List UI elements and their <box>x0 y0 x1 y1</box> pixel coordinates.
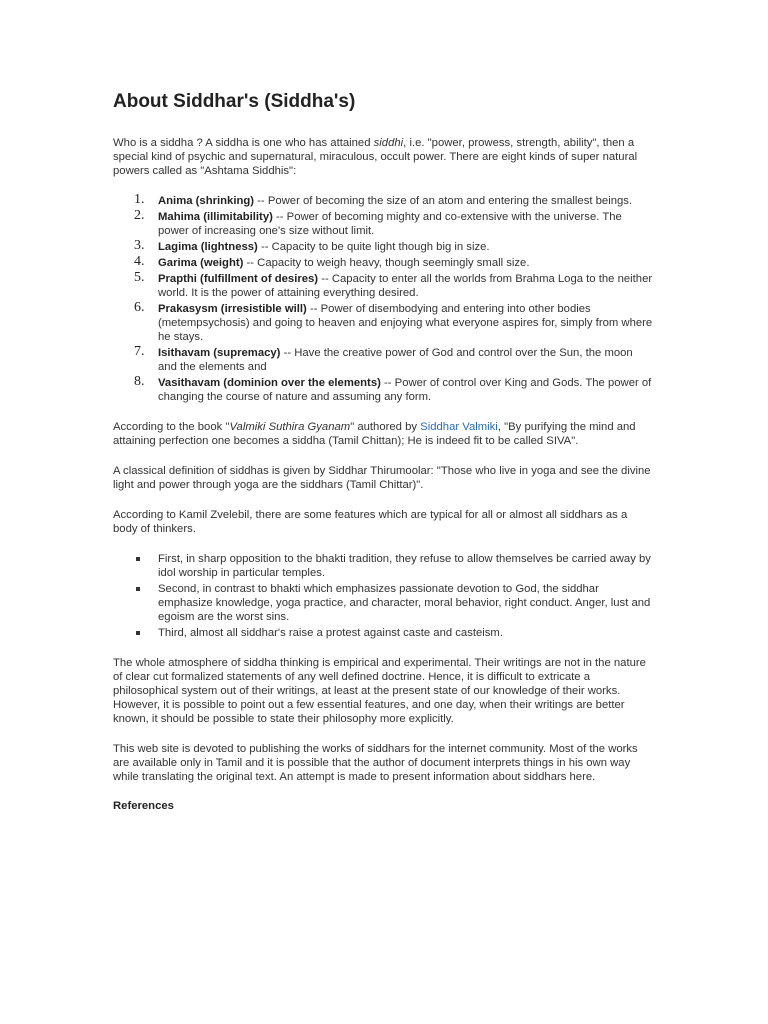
power-description: -- Power of becoming the size of an atom and entering the smallest beings. <box>254 195 633 207</box>
valmiki-text: According to the book " <box>113 421 230 433</box>
list-number: 1. <box>134 192 145 207</box>
power-description: -- Power of disembodying and entering into other bodies (metempsychosis) and going to heaven and enjoying what everyone aspires for, simply from where he stays. <box>158 303 653 343</box>
feature-text: Second, in contrast to bhakti which emphasizes passionate devotion to God, the siddhar emphasize knowledge, yoga practice, and character, moral behavior, right conduct. Anger, lust and egoism are the worst sins. <box>158 583 651 623</box>
siddhis-list <box>113 194 653 404</box>
list-item <box>113 240 653 254</box>
list-item <box>113 626 653 640</box>
valmiki-paragraph <box>113 420 653 448</box>
list-item <box>113 582 653 624</box>
features-list <box>113 552 653 640</box>
power-name: Anima (shrinking) <box>158 195 255 207</box>
list-number: 4. <box>134 254 145 269</box>
power-name: Lagima (lightness) <box>158 241 258 253</box>
power-description: -- Capacity to weigh heavy, though seemingly small size. <box>243 257 530 269</box>
power-description: -- Have the creative power of God and control over the Sun, the moon and the elements and <box>158 347 633 373</box>
bullet-icon <box>136 557 140 561</box>
intro-text: Who is a siddha ? A siddha is one who has attained <box>113 137 374 149</box>
list-number: 8. <box>134 374 145 389</box>
references-heading: References <box>113 800 174 812</box>
document-page <box>113 90 653 812</box>
power-name: Prapthi (fulfillment of desires) <box>158 273 319 285</box>
power-name: Prakasysm (irresistible will) <box>158 303 307 315</box>
list-item <box>113 552 653 580</box>
list-item <box>113 272 653 300</box>
list-number: 3. <box>134 238 145 253</box>
intro-text-rest: , i.e. "power, prowess, strength, ability", then a special kind of psychic and supernatural, miraculous, occult power. There are eight kinds of super natural powers called as "Ashtama Siddhis": <box>113 137 638 177</box>
bullet-icon <box>136 631 140 635</box>
power-name: Mahima (illimitability) <box>158 211 273 223</box>
power-name: Vasithavam (dominion over the elements) <box>158 377 381 389</box>
list-item <box>113 302 653 344</box>
list-number: 7. <box>134 344 145 359</box>
siddhar-valmiki-link[interactable]: Siddhar Valmiki <box>420 421 498 433</box>
list-item <box>113 376 653 404</box>
valmiki-text-rest: , "By purifying the mind and attaining perfection one becomes a siddha (Tamil Chittan); He is indeed fit to be called SIVA". <box>113 421 636 447</box>
list-number: 6. <box>134 300 145 315</box>
power-description: -- Capacity to enter all the worlds from Brahma Loga to the neither world. It is the power of attaining everything desired. <box>158 273 653 299</box>
intro-paragraph <box>113 136 653 178</box>
list-item <box>113 210 653 238</box>
zvelebil-paragraph: According to Kamil Zvelebil, there are some features which are typical for all or almost all siddhars as a body of thinkers. <box>113 509 628 535</box>
list-number: 2. <box>134 208 145 223</box>
classical-definition-paragraph: A classical definition of siddhas is given by Siddhar Thirumoolar: "Those who live in yoga and see the divine light and power through yoga are the siddhars (Tamil Chittar)". <box>113 465 651 491</box>
list-item <box>113 256 653 270</box>
feature-text: Third, almost all siddhar's raise a protest against caste and casteism. <box>158 627 503 639</box>
power-name: Isithavam (supremacy) <box>158 347 281 359</box>
valmiki-text-middle: " authored by <box>350 421 421 433</box>
atmosphere-paragraph: The whole atmosphere of siddha thinking is empirical and experimental. Their writings are not in the nature of clear cut formalized statements of any well defined doctrine. Hence, it is difficult to extricate a philosophical system out of their writings, at least at the present state of our knowledge of their works. However, it is possible to point out a few essential features, and one day, when their writings are better known, it should be possible to state their philosophy more explicitly. <box>113 657 646 725</box>
power-description: -- Power of becoming mighty and co-extensive with the universe. The power of increasing one's size without limit. <box>158 211 622 237</box>
power-name: Garima (weight) <box>158 257 244 269</box>
list-item <box>113 194 653 208</box>
intro-emphasis: siddhi <box>373 137 404 149</box>
list-item <box>113 346 653 374</box>
bullet-icon <box>136 587 140 591</box>
power-description: -- Power of control over King and Gods. The power of changing the course of nature and assuming any form. <box>158 377 652 403</box>
book-title: Valmiki Suthira Gyanam <box>229 421 351 433</box>
list-number: 5. <box>134 270 145 285</box>
feature-text: First, in sharp opposition to the bhakti tradition, they refuse to allow themselves be carried away by idol worship in particular temples. <box>158 553 651 579</box>
power-description: -- Capacity to be quite light though big in size. <box>257 241 490 253</box>
page-title: About Siddhar's (Siddha's) <box>113 91 356 112</box>
website-paragraph: This web site is devoted to publishing the works of siddhars for the internet community. Most of the works are available only in Tamil and it is possible that the author of document interprets things in his own way while translating the original text. An attempt is made to present information about siddhars here. <box>113 743 638 783</box>
